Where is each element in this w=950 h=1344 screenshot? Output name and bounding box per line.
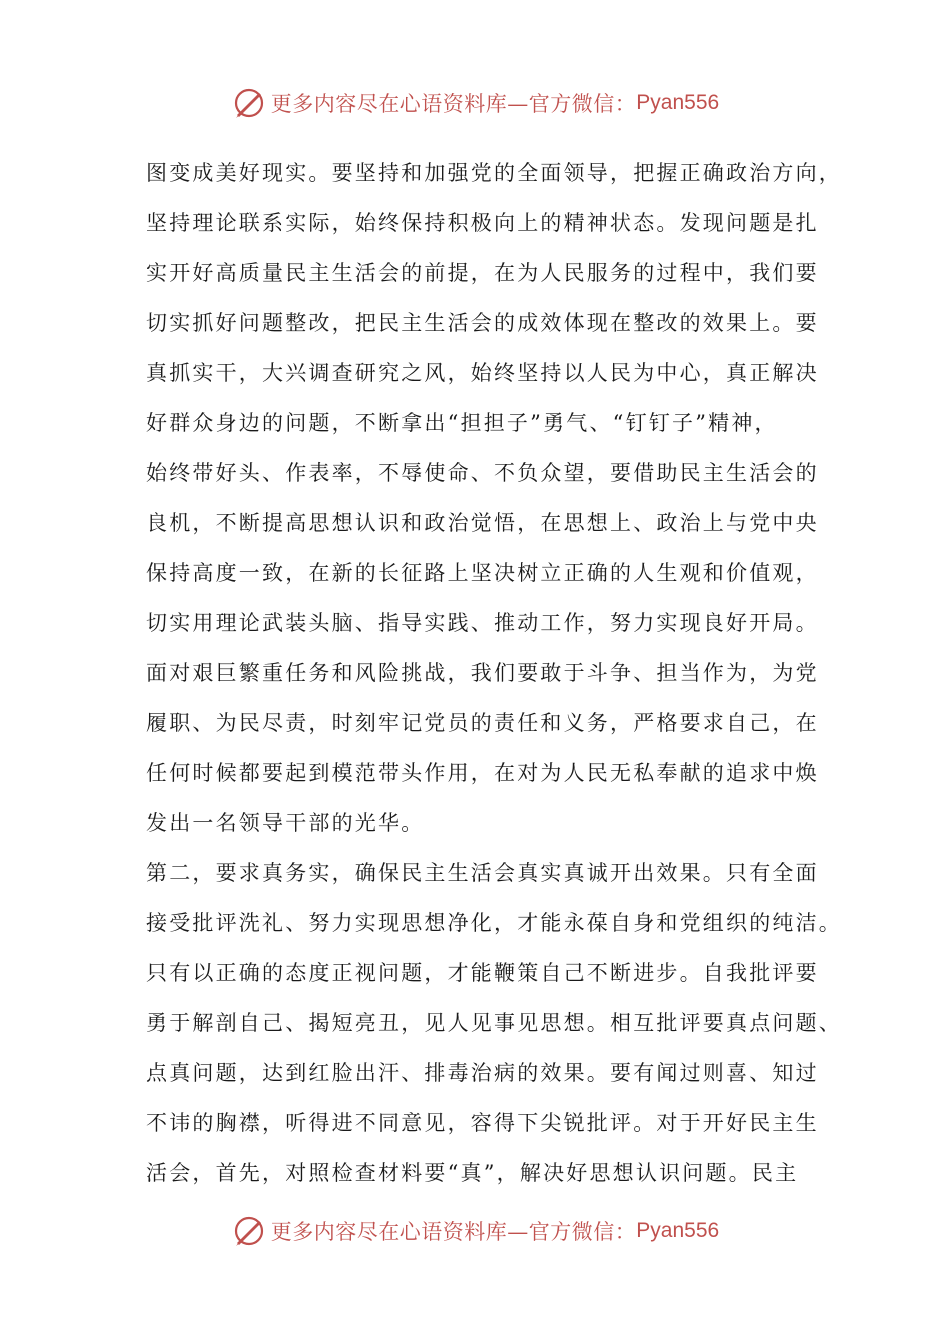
document-body bbox=[146, 148, 846, 1198]
text-line: 真抓实干，大兴调查研究之风，始终坚持以人民为中心，真正解决 bbox=[146, 361, 819, 385]
text-line: 接受批评洗礼、努力实现思想净化，才能永葆自身和党组织的纯洁。 bbox=[146, 911, 842, 935]
header-banner bbox=[0, 81, 950, 125]
text-line: 第二，要求真务实，确保民主生活会真实真诚开出效果。只有全面 bbox=[146, 861, 819, 885]
pen-logo-icon bbox=[231, 85, 267, 121]
text-line: 履职、为民尽责，时刻牢记党员的责任和义务，严格要求自己，在 bbox=[146, 711, 819, 735]
text-line: 勇于解剖自己、揭短亮丑，见人见事见思想。相互批评要真点问题、 bbox=[146, 1011, 842, 1035]
text-line: 活会，首先，对照检查材料要“真”，解决好思想认识问题。民主 bbox=[146, 1161, 799, 1185]
text-line: 保持高度一致，在新的长征路上坚决树立正确的人生观和价值观， bbox=[146, 561, 819, 585]
text-line: 良机，不断提高思想认识和政治觉悟，在思想上、政治上与党中央 bbox=[146, 511, 819, 535]
text-line: 切实用理论武装头脑、指导实践、推动工作，努力实现良好开局。 bbox=[146, 611, 819, 635]
text-line: 只有以正确的态度正视问题，才能鞭策自己不断进步。自我批评要 bbox=[146, 961, 819, 985]
footer-banner bbox=[0, 1209, 950, 1253]
text-line: 实开好高质量民主生活会的前提，在为人民服务的过程中，我们要 bbox=[146, 261, 819, 285]
text-line: 面对艰巨繁重任务和风险挑战，我们要敢于斗争、担当作为，为党 bbox=[146, 661, 819, 685]
header-banner-wechat-id: Pyan556 bbox=[636, 91, 720, 114]
text-line: 切实抓好问题整改，把民主生活会的成效体现在整改的效果上。要 bbox=[146, 311, 819, 335]
text-line: 图变成美好现实。要坚持和加强党的全面领导，把握正确政治方向， bbox=[146, 161, 842, 185]
header-banner-text: 更多内容尽在心语资料库—官方微信： bbox=[270, 92, 637, 116]
text-line: 不讳的胸襟，听得进不同意见，容得下尖锐批评。对于开好民主生 bbox=[146, 1111, 819, 1135]
footer-banner-text: 更多内容尽在心语资料库—官方微信： bbox=[270, 1220, 637, 1244]
text-line: 点真问题，达到红脸出汗、排毒治病的效果。要有闻过则喜、知过 bbox=[146, 1061, 819, 1085]
text-line: 始终带好头、作表率，不辱使命、不负众望，要借助民主生活会的 bbox=[146, 461, 819, 485]
footer-banner-wechat-id: Pyan556 bbox=[636, 1219, 720, 1242]
text-line: 好群众身边的问题，不断拿出“担担子”勇气、“钉钉子”精神， bbox=[146, 411, 778, 435]
text-line: 任何时候都要起到模范带头作用，在对为人民无私奉献的追求中焕 bbox=[146, 761, 819, 785]
text-line: 发出一名领导干部的光华。 bbox=[146, 811, 425, 835]
pen-logo-icon bbox=[231, 1213, 267, 1249]
text-line: 坚持理论联系实际，始终保持积极向上的精神状态。发现问题是扎 bbox=[146, 211, 819, 235]
